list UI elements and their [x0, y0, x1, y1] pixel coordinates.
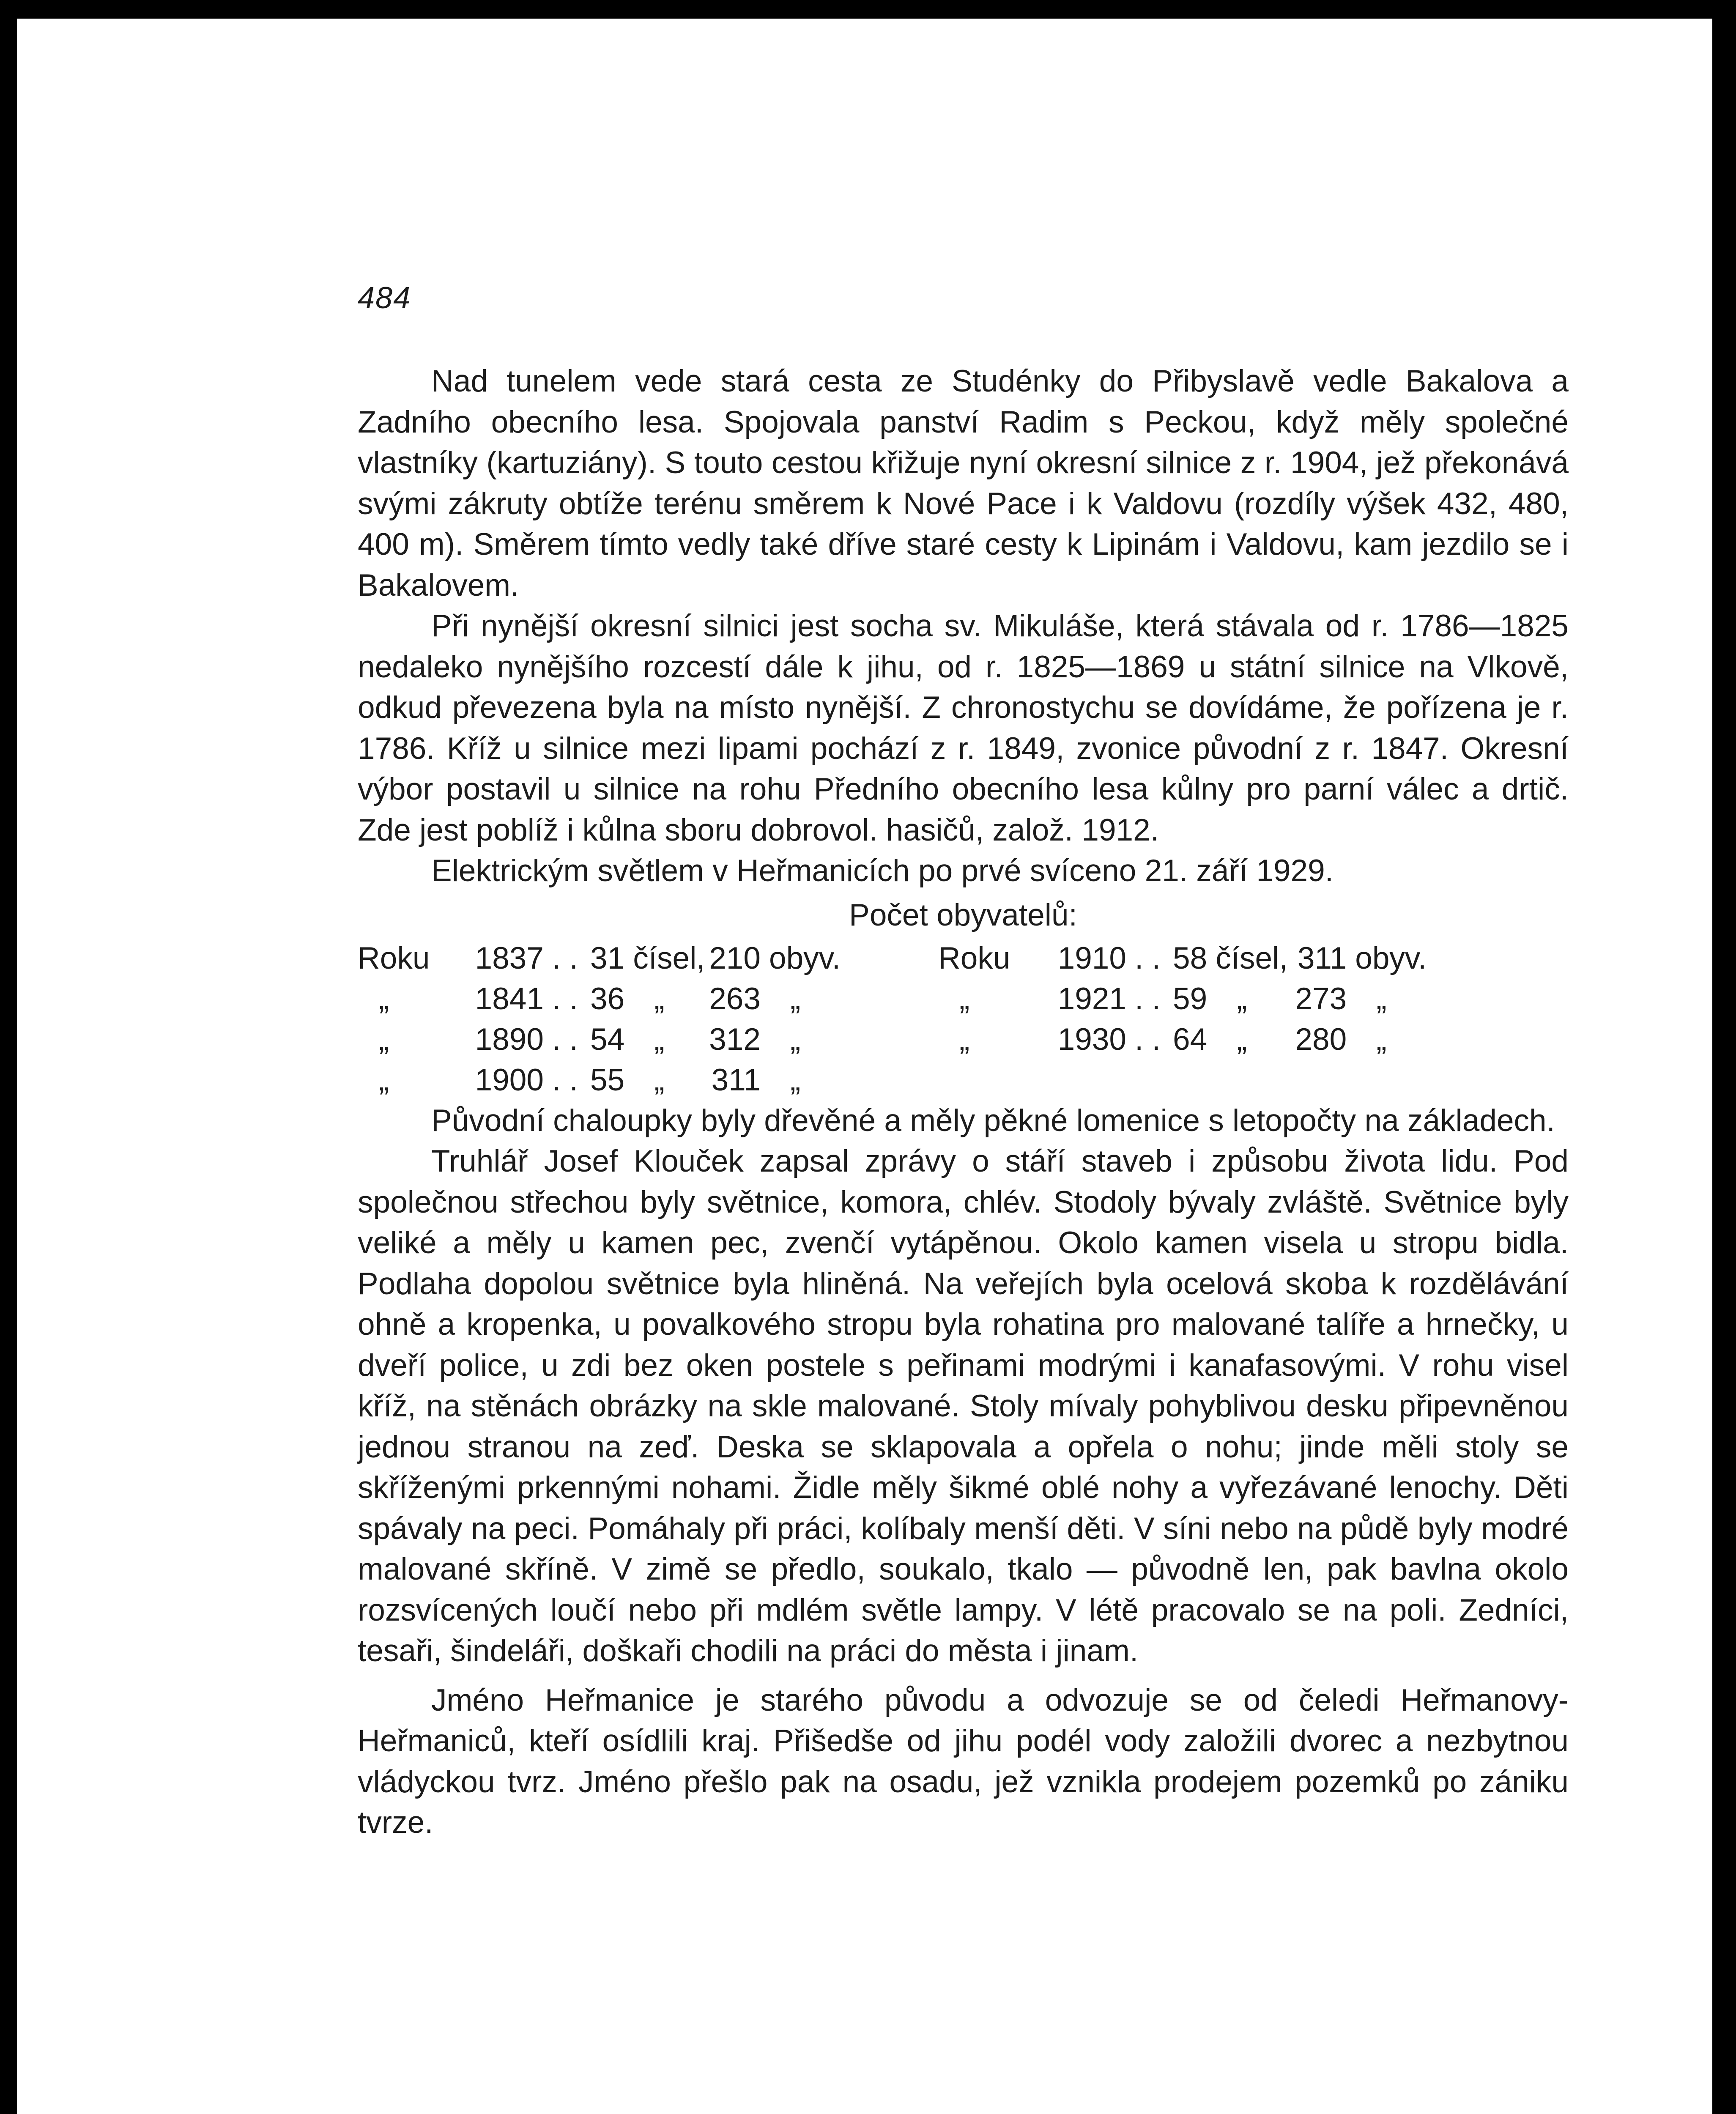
census-houses: 64 — [1173, 1022, 1208, 1057]
ditto-mark: „ — [1376, 1022, 1387, 1057]
ditto-mark: „ — [959, 1022, 970, 1057]
census-population: 311 — [711, 1062, 761, 1097]
ditto-mark: „ — [790, 1062, 801, 1097]
ditto-mark: „ — [379, 1062, 389, 1097]
census-population: 263 — [709, 981, 761, 1016]
census-houses: 59 — [1173, 981, 1208, 1016]
census-year: 1900 — [475, 1062, 544, 1097]
paragraph-electricity: Elektrickým světlem v Heřmanicích po prvé svíceno 21. září 1929. — [431, 854, 1334, 888]
census-heading: Počet obyvatelů: — [849, 898, 1077, 932]
census-table — [358, 938, 1569, 1101]
population-unit: obyv. — [1355, 941, 1427, 975]
census-row — [358, 1060, 1569, 1101]
ditto-mark: „ — [654, 1022, 665, 1057]
census-population: 273 — [1295, 981, 1347, 1016]
census-population: 312 — [709, 1022, 761, 1057]
census-row — [358, 938, 1569, 979]
census-population: 280 — [1295, 1022, 1347, 1057]
ditto-mark: „ — [379, 1022, 389, 1057]
ditto-mark: „ — [790, 981, 801, 1016]
census-population: 210 — [709, 941, 761, 975]
population-unit: obyv. — [769, 941, 841, 975]
census-row — [358, 1019, 1569, 1060]
census-houses: 55 — [590, 1062, 625, 1097]
leader-dots: . . — [1135, 941, 1161, 975]
paragraph-tunnel-road: Nad tunelem vede stará cesta ze Studénky do Přibyslavě vedle Bakalova a Zadního obecního lesa. Spojovala panství Radim s Peckou, když měly společné vlastníky (kartuziány). S touto cestou křižuje nyní okresní silnice z r. 1904, jež překonává svými zákruty obtíže terénu směrem k Nové Pace i k Valdovu (rozdíly výšek 432, 480, 400 m). Směrem tímto vedly také dříve staré cesty k Lipinám i Valdovu, kam jezdilo se i Bakalovem. — [358, 364, 1569, 602]
houses-unit: čísel, — [1216, 941, 1288, 975]
census-year: 1841 — [475, 981, 544, 1016]
ditto-mark: „ — [1237, 981, 1247, 1016]
census-houses: 58 — [1173, 941, 1208, 975]
leader-dots: . . — [552, 941, 578, 975]
census-year: 1930 — [1057, 1022, 1127, 1057]
census-year: 1921 — [1057, 981, 1127, 1016]
census-houses: 36 — [590, 981, 625, 1016]
ditto-mark: „ — [654, 1062, 665, 1097]
paragraph-cottages: Původní chaloupky byly dřevěné a měly pěkné lomenice s letopočty na základech. — [431, 1103, 1555, 1138]
ditto-mark: „ — [654, 981, 665, 1016]
ditto-mark: „ — [1237, 1022, 1247, 1057]
ditto-mark: „ — [1376, 981, 1387, 1016]
census-houses: 54 — [590, 1022, 625, 1057]
census-year: 1910 — [1057, 941, 1127, 975]
leader-dots: . . — [552, 1062, 578, 1097]
book-page — [17, 19, 1712, 2114]
paragraph-statue: Při nynější okresní silnici jest socha sv. Mikuláše, která stávala od r. 1786—1825 nedaleko nynějšího rozcestí dále k jihu, od r. 1825—1869 u státní silnice na Vlkově, odkud převezena byla na místo nynější. Z chronostychu se dovídáme, že pořízena je r. 1786. Kříž u silnice mezi lipami pochází z r. 1849, zvonice původní z r. 1847. Okresní výbor postavil u silnice na rohu Předního obecního lesa kůlny pro parní válec a drtič. Zde jest poblíž i kůlna sboru dobrovol. hasičů, založ. 1912. — [358, 609, 1569, 847]
paragraph-carpenter-notes: Truhlář Josef Klouček zapsal zprávy o stáří staveb i způsobu života lidu. Pod společnou střechou byly světnice, komora, chlév. Stodoly bývaly zvláště. Světnice byly veliké a měly u kamen pec, zvenčí vytápěnou. Okolo kamen visela u stropu bidla. Podlaha dopolou světnice byla hliněná. Na veřejích byla ocelová skoba k rozdělávání ohně a kropenka, u povalkového stropu byla rohatina pro malované talíře a hrnečky, u dveří police, u zdi bez oken postele s peřinami modrými i kanafasovými. V rohu visel kříž, na stěnách obrázky na skle malované. Stoly mívaly pohyblivou desku připevněnou jednou stranou na zeď. Deska se sklapovala a opřela o nohu; jinde měli stoly se skříženými prkennými nohami. Židle měly šikmé oblé nohy a vyřezávané lenochy. Děti spávaly na peci. Pomáhaly při práci, kolíbaly menší děti. V síni nebo na půdě byly modré malované skříně. V zimě se předlo, soukalo, tkalo — původně len, pak bavlna okolo rozsvícených loučí nebo při mdlém světle lampy. V létě pracovalo se na poli. Zedníci, tesaři, šindeláři, doškaři chodili na práci do města i jinam. — [358, 1144, 1569, 1668]
page-number: 484 — [358, 281, 411, 315]
ditto-mark: „ — [959, 981, 970, 1016]
census-houses: 31 — [590, 941, 625, 975]
leader-dots: . . — [1135, 1022, 1161, 1057]
text-block — [358, 361, 1569, 1843]
ditto-mark: „ — [379, 981, 389, 1016]
census-year: 1837 — [475, 941, 544, 975]
census-year: 1890 — [475, 1022, 544, 1057]
leader-dots: . . — [552, 1022, 578, 1057]
roku-label: Roku — [358, 941, 430, 975]
census-population: 311 — [1297, 941, 1347, 975]
leader-dots: . . — [1135, 981, 1161, 1016]
leader-dots: . . — [552, 981, 578, 1016]
census-row — [358, 979, 1569, 1019]
houses-unit: čísel, — [633, 941, 705, 975]
ditto-mark: „ — [790, 1022, 801, 1057]
roku-label: Roku — [938, 941, 1010, 975]
paragraph-name-origin: Jméno Heřmanice je starého původu a odvozuje se od čeledi Heřmanovy-Heřmaniců, kteří osídlili kraj. Přišedše od jihu podél vody založili dvorec a nezbytnou vládyckou tvrz. Jméno přešlo pak na osadu, jež vznikla prodejem pozemků po zániku tvrze. — [358, 1683, 1569, 1840]
